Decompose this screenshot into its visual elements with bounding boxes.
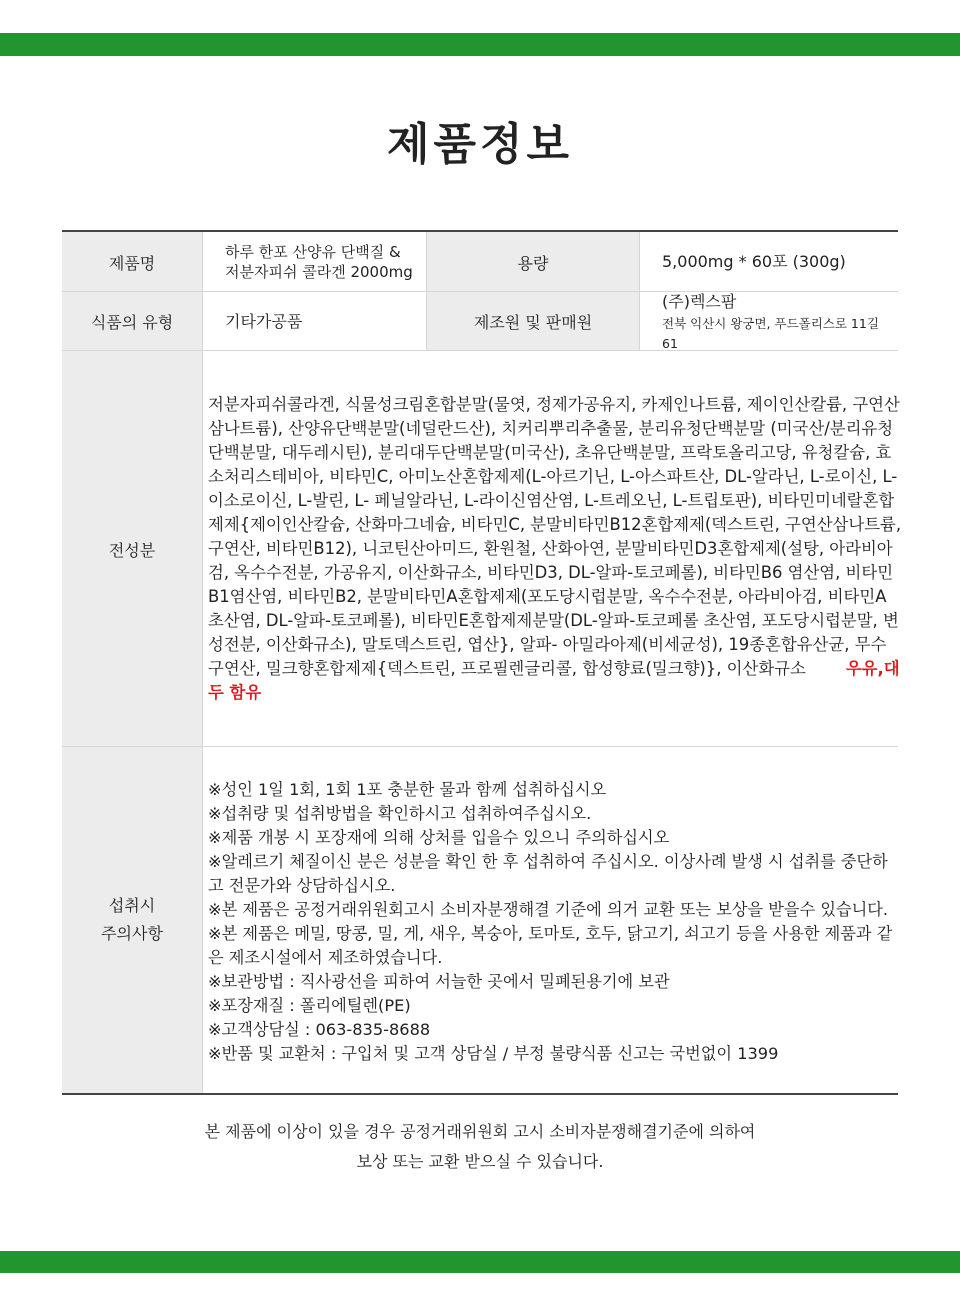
capacity-label: 용량 [427,232,639,292]
caution-label-line2: 주의사항 [101,924,163,943]
food-type-value [203,292,426,351]
caution-label [62,747,202,1093]
product-name-line1: 하루 한포 산양유 단백질 & [225,243,401,261]
food-type-text: 기타가공품 [225,311,303,331]
bottom-green-bar [0,1251,960,1273]
allergy-warning: 우유,대두 함유 [208,659,900,702]
caution-label-line1: 섭취시 [108,896,156,915]
caution-item: ※포장재질 : 폴리에틸렌(PE) [208,996,411,1015]
ingredients-text: 저분자피쉬콜라겐, 식물성크림혼합분말(물엿, 정제가공유지, 카제인나트륨, 제이인산칼륨, 구연산삼나트륨), 산양유단백분말(네덜란드산), 치커리뿌리추출물, 분리유청단백분말 (미국산/분리유청단백분말, 대두레시틴), 분리대두단백분말(미국산), 초유단백분말, 프락토올리고당, 유청칼슘, 효소처리스테비아, 비타민C, 아미노산혼합제제(L-아르기닌, L-아스파트산, DL-알라닌, L-로이신, L-이소로이신, L-발린, L- 페닐알라닌, L-라이신염산염, L-트레오닌, L-트립토판), 비타민미네랄혼합제제{제이인산칼슘, 산화마그네슘, 비타민C, 분말비타민B12혼합제제(덱스트린, 구연산삼나트륨, 구연산, 비타민B12), 니코틴산아미드, 환원철, 산화아연, 분말비타민D3혼합제제(설탕, 아라비아검, 옥수수전분, 가공유지, 이산화규소, 비타민D3, DL-알파-토코페롤), 비타민B6 염산염, 비타민B1염산염, 비타민B2, 분말비타민A혼합제제(포도당시럽분말, 옥수수전분, 아라비아검, 비타민A초산염, DL-알파-토코페롤), 비타민E혼합제제분말(DL-알파-토코페롤 초산염, 포도당시럽분말, 변성전분, 이산화규소), 말토덱스트린, 엽산}, 알파- 아밀라아제(비세균성), 19종혼합유산균, 무수구연산, 밀크향혼합제제{덱스트린, 프로필렌글리콜, 합성향료(밀크향)}, 이산화규소 [208,395,902,678]
product-name-value [203,232,426,292]
table-row-product-name [62,232,898,292]
ingredients-label: 전성분 [62,351,202,747]
maker-label: 제조원 및 판매원 [427,292,639,351]
caution-item: ※고객상담실 : 063-835-8688 [208,1020,431,1039]
footer-notice [0,1117,960,1177]
footer-line2: 보상 또는 교환 받으실 수 있습니다. [356,1152,604,1171]
caution-item: ※반품 및 교환처 : 구입처 및 고객 상담실 / 부정 불량식품 신고는 국번없이 1399 [208,1044,779,1063]
maker-value [640,292,898,351]
column-divider [202,351,203,747]
capacity-value [640,232,898,292]
caution-item: ※제품 개봉 시 포장재에 의해 상처를 입을수 있으니 주의하십시오 [208,828,670,847]
product-name-label: 제품명 [62,232,202,292]
footer-line1: 본 제품에 이상이 있을 경우 공정거래위원회 고시 소비자분쟁해결기준에 의하여 [204,1122,756,1141]
column-divider [202,747,203,1093]
table-row-food-type [62,292,898,351]
product-name-line2: 저분자피쉬 콜라겐 2000mg [225,263,413,281]
table-bottom-border [62,1093,898,1095]
caution-item: ※알레르기 체질이신 분은 성분을 확인 한 후 섭취하여 주십시오. 이상사례 발생 시 섭취를 중단하고 전문가와 상담하십시오. [208,852,888,895]
caution-list [208,778,902,1066]
caution-item: ※성인 1일 1회, 1회 1포 충분한 물과 함께 섭취하십시오 [208,780,607,799]
top-green-bar [0,33,960,56]
capacity-text: 5,000mg * 60포 (300g) [662,252,846,271]
caution-item: ※보관방법 : 직사광선을 피하여 서늘한 곳에서 밀폐된용기에 보관 [208,972,670,991]
ingredients-text-block [208,393,902,705]
caution-item: ※본 제품은 메밀, 땅콩, 밀, 게, 새우, 복숭아, 토마토, 호두, 닭고기, 쇠고기 등을 사용한 제품과 같은 제조시설에서 제조하였습니다. [208,924,893,967]
caution-item: ※본 제품은 공정거래위원회고시 소비자분쟁해결 기준에 의거 교환 또는 보상을 받을수 있습니다. [208,900,889,919]
food-type-label: 식품의 유형 [62,292,202,351]
maker-name: (주)렉스팜 [662,291,737,311]
page-title: 제품정보 [386,119,573,170]
caution-item: ※섭취량 및 섭취방법을 확인하시고 섭취하여주십시오. [208,804,592,823]
maker-address: 전북 익산시 왕궁면, 푸드폴리스로 11길 61 [662,315,879,351]
